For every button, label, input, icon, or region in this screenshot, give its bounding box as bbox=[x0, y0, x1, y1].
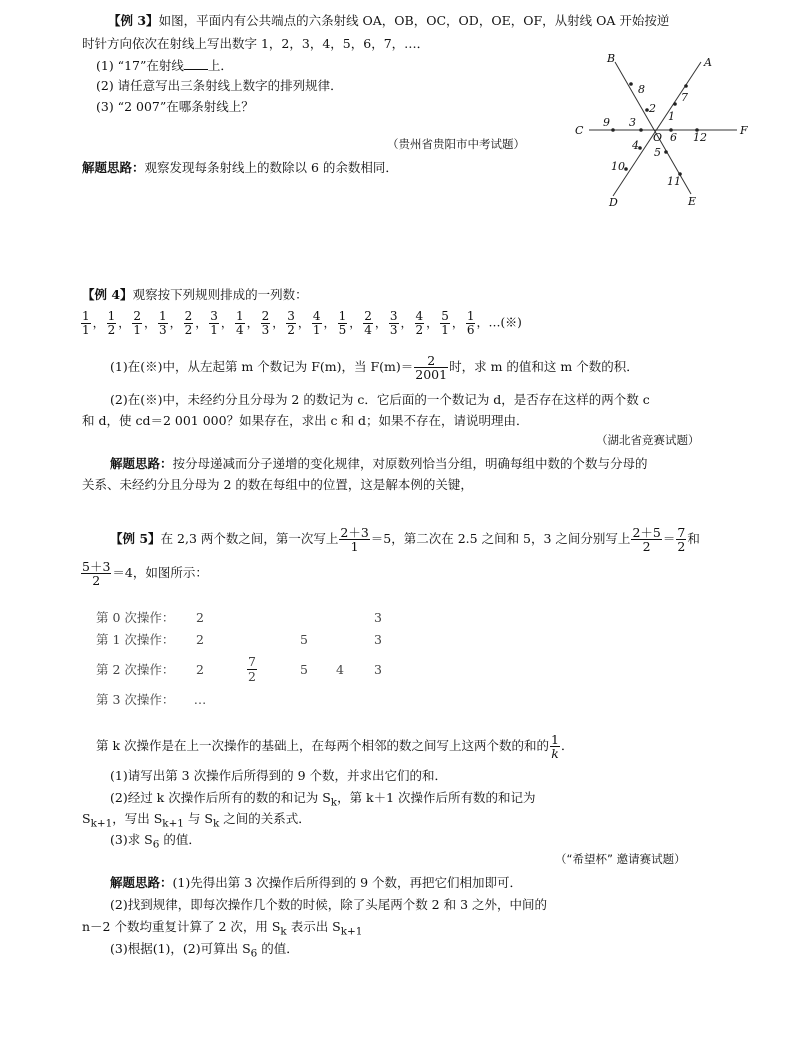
frac-denominator: 4 bbox=[235, 322, 244, 337]
operation-row bbox=[96, 628, 398, 650]
frac-numerator: 2＋3 bbox=[340, 525, 369, 540]
frac-numerator: 2 bbox=[414, 354, 448, 368]
comma: ， bbox=[220, 315, 233, 330]
ex3-label: 【例 3】 bbox=[108, 13, 159, 28]
frac-denominator: 1 bbox=[441, 322, 449, 337]
operation-value bbox=[218, 688, 286, 710]
frac-numerator: 1 bbox=[158, 309, 167, 323]
frac-numerator: 2 bbox=[133, 309, 141, 323]
frac-numerator: 2 bbox=[184, 309, 193, 323]
fraction-7-over-2 bbox=[247, 655, 257, 682]
sequence-fraction bbox=[466, 310, 476, 336]
frac-numerator: 2＋5 bbox=[632, 525, 661, 540]
frac-numerator: 1 bbox=[466, 309, 475, 323]
operation-value bbox=[218, 628, 286, 650]
frac-numerator: 1 bbox=[338, 309, 347, 323]
sequence-fraction bbox=[363, 310, 373, 336]
sequence-fraction bbox=[132, 310, 142, 336]
fraction-7-over-2 bbox=[676, 526, 686, 553]
ex4-hint-line1 bbox=[110, 456, 648, 471]
sequence-fraction bbox=[286, 310, 296, 336]
sequence-tail: ，…(※) bbox=[476, 315, 522, 330]
subscript: k+1 bbox=[90, 817, 113, 830]
answer-blank bbox=[184, 57, 208, 70]
frac-numerator: 3 bbox=[287, 309, 295, 323]
ex5-q2-text-3: ，写出 S bbox=[112, 811, 163, 826]
ex5-q2-line1 bbox=[110, 790, 536, 809]
frac-denominator: 4 bbox=[364, 322, 372, 337]
ex5-hint-2: (2)找到规律，即每次操作几个数的时候，除了头尾两个数 2 和 3 之外，中间的 bbox=[110, 897, 548, 912]
sequence-fraction bbox=[312, 310, 322, 336]
subscript: 6 bbox=[250, 947, 258, 960]
fraction-2plus5-over-2 bbox=[631, 526, 661, 553]
comma: ， bbox=[118, 315, 131, 330]
ex5-rule bbox=[96, 733, 574, 760]
ex5-text-2: ＝5，第二次在 2.5 之间和 5，3 之间分别写上 bbox=[370, 531, 631, 547]
frac-denominator: 2 bbox=[415, 322, 424, 337]
ray-number-4: 4 bbox=[632, 139, 639, 152]
subscript: k+1 bbox=[340, 925, 363, 938]
frac-numerator: 2 bbox=[261, 309, 270, 323]
frac-denominator: 2001 bbox=[415, 367, 448, 383]
sequence-fraction bbox=[338, 310, 348, 336]
ex5-text-3: ＝4，如图所示： bbox=[112, 565, 208, 581]
operation-value: … bbox=[193, 691, 207, 707]
ex5-hint-label: 解题思路： bbox=[110, 875, 173, 890]
ex5-line1 bbox=[110, 526, 700, 553]
ex3-q1-text: (1) “17”在射线 bbox=[96, 58, 184, 73]
ex4-intro-text: 观察按下列规则排成的一列数： bbox=[132, 287, 308, 302]
frac-denominator: 1 bbox=[350, 539, 359, 555]
frac-numerator: 1 bbox=[107, 309, 116, 323]
frac-denominator: 1 bbox=[210, 322, 218, 337]
sequence-fraction bbox=[235, 310, 245, 336]
operation-value bbox=[322, 606, 358, 628]
comma: ， bbox=[297, 315, 310, 330]
ex3-q3: (3) “2 007”在哪条射线上？ bbox=[96, 99, 254, 114]
comma: ， bbox=[92, 315, 105, 330]
frac-numerator: 4 bbox=[415, 309, 424, 323]
fraction-2plus3-over-1 bbox=[339, 526, 369, 553]
ex5-label: 【例 5】 bbox=[110, 531, 161, 547]
subscript: k bbox=[330, 796, 338, 809]
ex4-hint-line2: 关系、未经约分且分母为 2 的数在每组中的位置，这是解本例的关键， bbox=[82, 477, 473, 492]
origin-label-o: O bbox=[653, 131, 663, 144]
ex5-rule-end: ． bbox=[560, 738, 574, 754]
frac-numerator: 5 bbox=[441, 309, 449, 323]
ray-number-5: 5 bbox=[654, 146, 661, 159]
operation-value bbox=[358, 688, 398, 710]
comma: ， bbox=[195, 315, 208, 330]
frac-numerator: 3 bbox=[210, 309, 218, 323]
frac-denominator: 1 bbox=[82, 322, 90, 337]
operation-value bbox=[322, 688, 358, 710]
fraction-5plus3-over-2 bbox=[81, 560, 111, 587]
ex5-hint-1 bbox=[110, 875, 522, 890]
ex4-intro bbox=[82, 287, 308, 302]
ex5-rule-text: 第 k 次操作是在上一次操作的基础上，在每两个相邻的数之间写上这两个数的和的 bbox=[96, 738, 550, 754]
ex5-q1: (1)请写出第 3 次操作后所得到的 9 个数，并求出它们的和． bbox=[110, 768, 448, 783]
fraction-1-over-k bbox=[550, 733, 560, 760]
ex5-q3-end: 的值． bbox=[159, 832, 201, 847]
sequence-fraction bbox=[261, 310, 271, 336]
operation-value bbox=[218, 650, 286, 688]
ex3-hint-text: 观察发现每条射线上的数除以 6 的余数相同． bbox=[144, 160, 398, 175]
frac-denominator: 1 bbox=[312, 322, 321, 337]
ex4-q1 bbox=[110, 354, 639, 381]
frac-denominator: 3 bbox=[389, 322, 398, 337]
frac-denominator: 2 bbox=[107, 322, 116, 337]
ex3-q1 bbox=[96, 57, 233, 73]
ex5-hint-3 bbox=[82, 919, 362, 938]
subscript: k bbox=[280, 925, 287, 938]
ex4-hint-label: 解题思路： bbox=[110, 456, 173, 471]
comma: ， bbox=[426, 315, 439, 330]
ray-number-3: 3 bbox=[629, 116, 636, 129]
ex5-hint-text-5: (3)根据(1)，(2)可算出 S bbox=[110, 941, 251, 956]
ray-number-8: 8 bbox=[638, 83, 645, 96]
ex4-source: （湖北省竞赛试题） bbox=[596, 433, 700, 447]
ex3-q1-end: 上． bbox=[207, 58, 233, 73]
sequence-fraction bbox=[209, 310, 219, 336]
frac-numerator: 4 bbox=[312, 309, 321, 323]
frac-denominator: 1 bbox=[133, 322, 141, 337]
operation-value bbox=[322, 628, 358, 650]
frac-denominator: 2 bbox=[184, 322, 193, 337]
comma: ， bbox=[349, 315, 362, 330]
ray-label-f: F bbox=[740, 124, 748, 137]
operation-label: 第 3 次操作： bbox=[96, 691, 175, 707]
ex5-hint-4 bbox=[110, 941, 299, 960]
ex5-q2-line2 bbox=[82, 811, 311, 830]
ex5-hint-text-3: n－2 个数均重复计算了 2 次，用 S bbox=[82, 919, 281, 934]
ex5-text-1: 在 2,3 两个数之间，第一次写上 bbox=[160, 531, 339, 547]
ex5-q2-text: (2)经过 k 次操作后所有的数的和记为 S bbox=[110, 790, 331, 805]
sequence-fraction bbox=[389, 310, 399, 336]
ex3-hint-label: 解题思路： bbox=[82, 160, 145, 175]
ex5-q2-text-5: 之间的关系式． bbox=[219, 811, 311, 826]
frac-denominator: 2 bbox=[92, 573, 101, 589]
ex4-q1-text: (1)在(※)中，从左起第 m 个数记为 F(m)，当 F(m)＝ bbox=[110, 359, 414, 375]
operation-value: 2 bbox=[196, 661, 204, 677]
operation-value bbox=[286, 688, 322, 710]
operation-value: 2 bbox=[196, 609, 204, 625]
ex4-q2-line2: 和 d，使 cd＝2 001 000？如果存在，求出 c 和 d；如果不存在，请说明理由． bbox=[82, 413, 529, 428]
ray-number-6: 6 bbox=[670, 131, 677, 144]
ex4-label: 【例 4】 bbox=[82, 287, 133, 302]
comma: ， bbox=[323, 315, 336, 330]
frac-denominator: 2 bbox=[642, 539, 651, 555]
ray-number-2: 2 bbox=[649, 102, 656, 115]
comma: ， bbox=[451, 315, 464, 330]
frac-denominator: 2 bbox=[248, 668, 256, 684]
ray-number-11: 11 bbox=[667, 175, 681, 188]
operation-row bbox=[96, 688, 398, 710]
ray-number-1: 1 bbox=[668, 110, 675, 123]
operation-value bbox=[286, 606, 322, 628]
subscript: 6 bbox=[152, 838, 160, 851]
frac-denominator: 2 bbox=[677, 539, 686, 555]
operation-row bbox=[96, 606, 398, 628]
ray-number-10: 10 bbox=[611, 160, 625, 173]
ray-label-e: E bbox=[688, 195, 697, 208]
operation-label: 第 2 次操作： bbox=[96, 661, 175, 677]
operation-value: 5 bbox=[300, 631, 308, 647]
ex3-text-1: 如图，平面内有公共端点的六条射线 OA，OB，OC，OD，OE，OF，从射线 OA 开始按逆 bbox=[158, 13, 670, 28]
fraction-sequence bbox=[80, 310, 522, 336]
frac-denominator: 3 bbox=[158, 322, 167, 337]
ray-label-b: B bbox=[607, 52, 616, 65]
ex4-q1-end: 时，求 m 的值和这 m 个数的积． bbox=[449, 359, 639, 375]
operation-value: 3 bbox=[374, 631, 382, 647]
ray-label-c: C bbox=[575, 124, 584, 137]
ex5-hint-text-4: 表示出 S bbox=[286, 919, 341, 934]
operation-value: 3 bbox=[374, 661, 382, 677]
equals-sign: ＝ bbox=[662, 531, 676, 547]
ray-label-d: D bbox=[609, 196, 618, 208]
ex5-line2 bbox=[80, 560, 208, 587]
ex5-q3 bbox=[110, 832, 201, 851]
operation-value: 5 bbox=[300, 661, 308, 677]
fraction-2-over-2001 bbox=[414, 354, 448, 381]
frac-denominator: 3 bbox=[261, 322, 270, 337]
operations-table bbox=[96, 606, 398, 710]
ray-label-a: A bbox=[704, 56, 712, 69]
sequence-fraction bbox=[415, 310, 425, 336]
ex3-line1 bbox=[108, 13, 669, 28]
operation-label: 第 1 次操作： bbox=[96, 631, 175, 647]
frac-numerator: 3 bbox=[389, 309, 398, 323]
frac-denominator: k bbox=[551, 746, 559, 762]
frac-denominator: 6 bbox=[466, 322, 475, 337]
subscript: k+1 bbox=[162, 817, 184, 830]
sequence-fraction bbox=[81, 310, 91, 336]
frac-numerator: 2 bbox=[364, 309, 372, 323]
frac-denominator: 2 bbox=[287, 322, 295, 337]
sequence-fraction bbox=[440, 310, 450, 336]
ray-number-9: 9 bbox=[603, 116, 610, 129]
ex3-line2: 时针方向依次在射线上写出数字 1，2，3，4，5，6，7，…． bbox=[82, 36, 430, 51]
ex4-hint-text-1: 按分母递减而分子递增的变化规律，对原数列恰当分组，明确每组中数的个数与分母的 bbox=[172, 456, 648, 471]
frac-numerator: 5＋3 bbox=[82, 559, 111, 574]
ex5-q3-text: (3)求 S bbox=[110, 832, 153, 847]
operation-value bbox=[218, 606, 286, 628]
comma: ， bbox=[143, 315, 156, 330]
operation-value: 2 bbox=[196, 631, 204, 647]
frac-numerator: 7 bbox=[677, 525, 686, 540]
frac-numerator: 1 bbox=[551, 732, 559, 747]
subscript: k bbox=[212, 817, 220, 830]
ex3-hint bbox=[82, 160, 398, 175]
frac-numerator: 1 bbox=[235, 309, 244, 323]
sequence-fraction bbox=[107, 310, 117, 336]
ray-number-12: 12 bbox=[693, 131, 707, 144]
ex5-and: 和 bbox=[687, 531, 700, 547]
comma: ， bbox=[169, 315, 182, 330]
ex5-hint-end: 的值． bbox=[257, 941, 299, 956]
frac-denominator: 5 bbox=[338, 322, 347, 337]
comma: ， bbox=[400, 315, 413, 330]
frac-numerator: 7 bbox=[248, 654, 256, 670]
ex3-q2: (2) 请任意写出三条射线上数字的排列规律． bbox=[96, 78, 343, 93]
operation-value: 4 bbox=[336, 661, 344, 677]
six-rays-figure bbox=[567, 48, 767, 208]
ex5-source: （“希望杯” 邀请赛试题） bbox=[555, 852, 686, 866]
sequence-fraction bbox=[184, 310, 194, 336]
frac-numerator: 1 bbox=[82, 309, 90, 323]
ex3-source: （贵州省贵阳市中考试题） bbox=[387, 137, 525, 151]
comma: ， bbox=[272, 315, 285, 330]
ex5-q2-text-4: 与 S bbox=[183, 811, 213, 826]
operation-row bbox=[96, 650, 398, 688]
operation-label: 第 0 次操作： bbox=[96, 609, 175, 625]
s-symbol: S bbox=[82, 811, 91, 826]
ray-number-7: 7 bbox=[681, 91, 688, 104]
comma: ， bbox=[246, 315, 259, 330]
ex4-q2-line1: (2)在(※)中，未经约分且分母为 2 的数记为 c．它后面的一个数记为 d，是否存在这样的两个数 c bbox=[110, 392, 650, 407]
ex5-hint-text-1: (1)先得出第 3 次操作后所得到的 9 个数，再把它们相加即可． bbox=[172, 875, 523, 890]
ex5-q2-text-2: ，第 k＋1 次操作后所有数的和记为 bbox=[337, 790, 536, 805]
sequence-fraction bbox=[158, 310, 168, 336]
operation-value: 3 bbox=[374, 609, 382, 625]
comma: ， bbox=[374, 315, 387, 330]
